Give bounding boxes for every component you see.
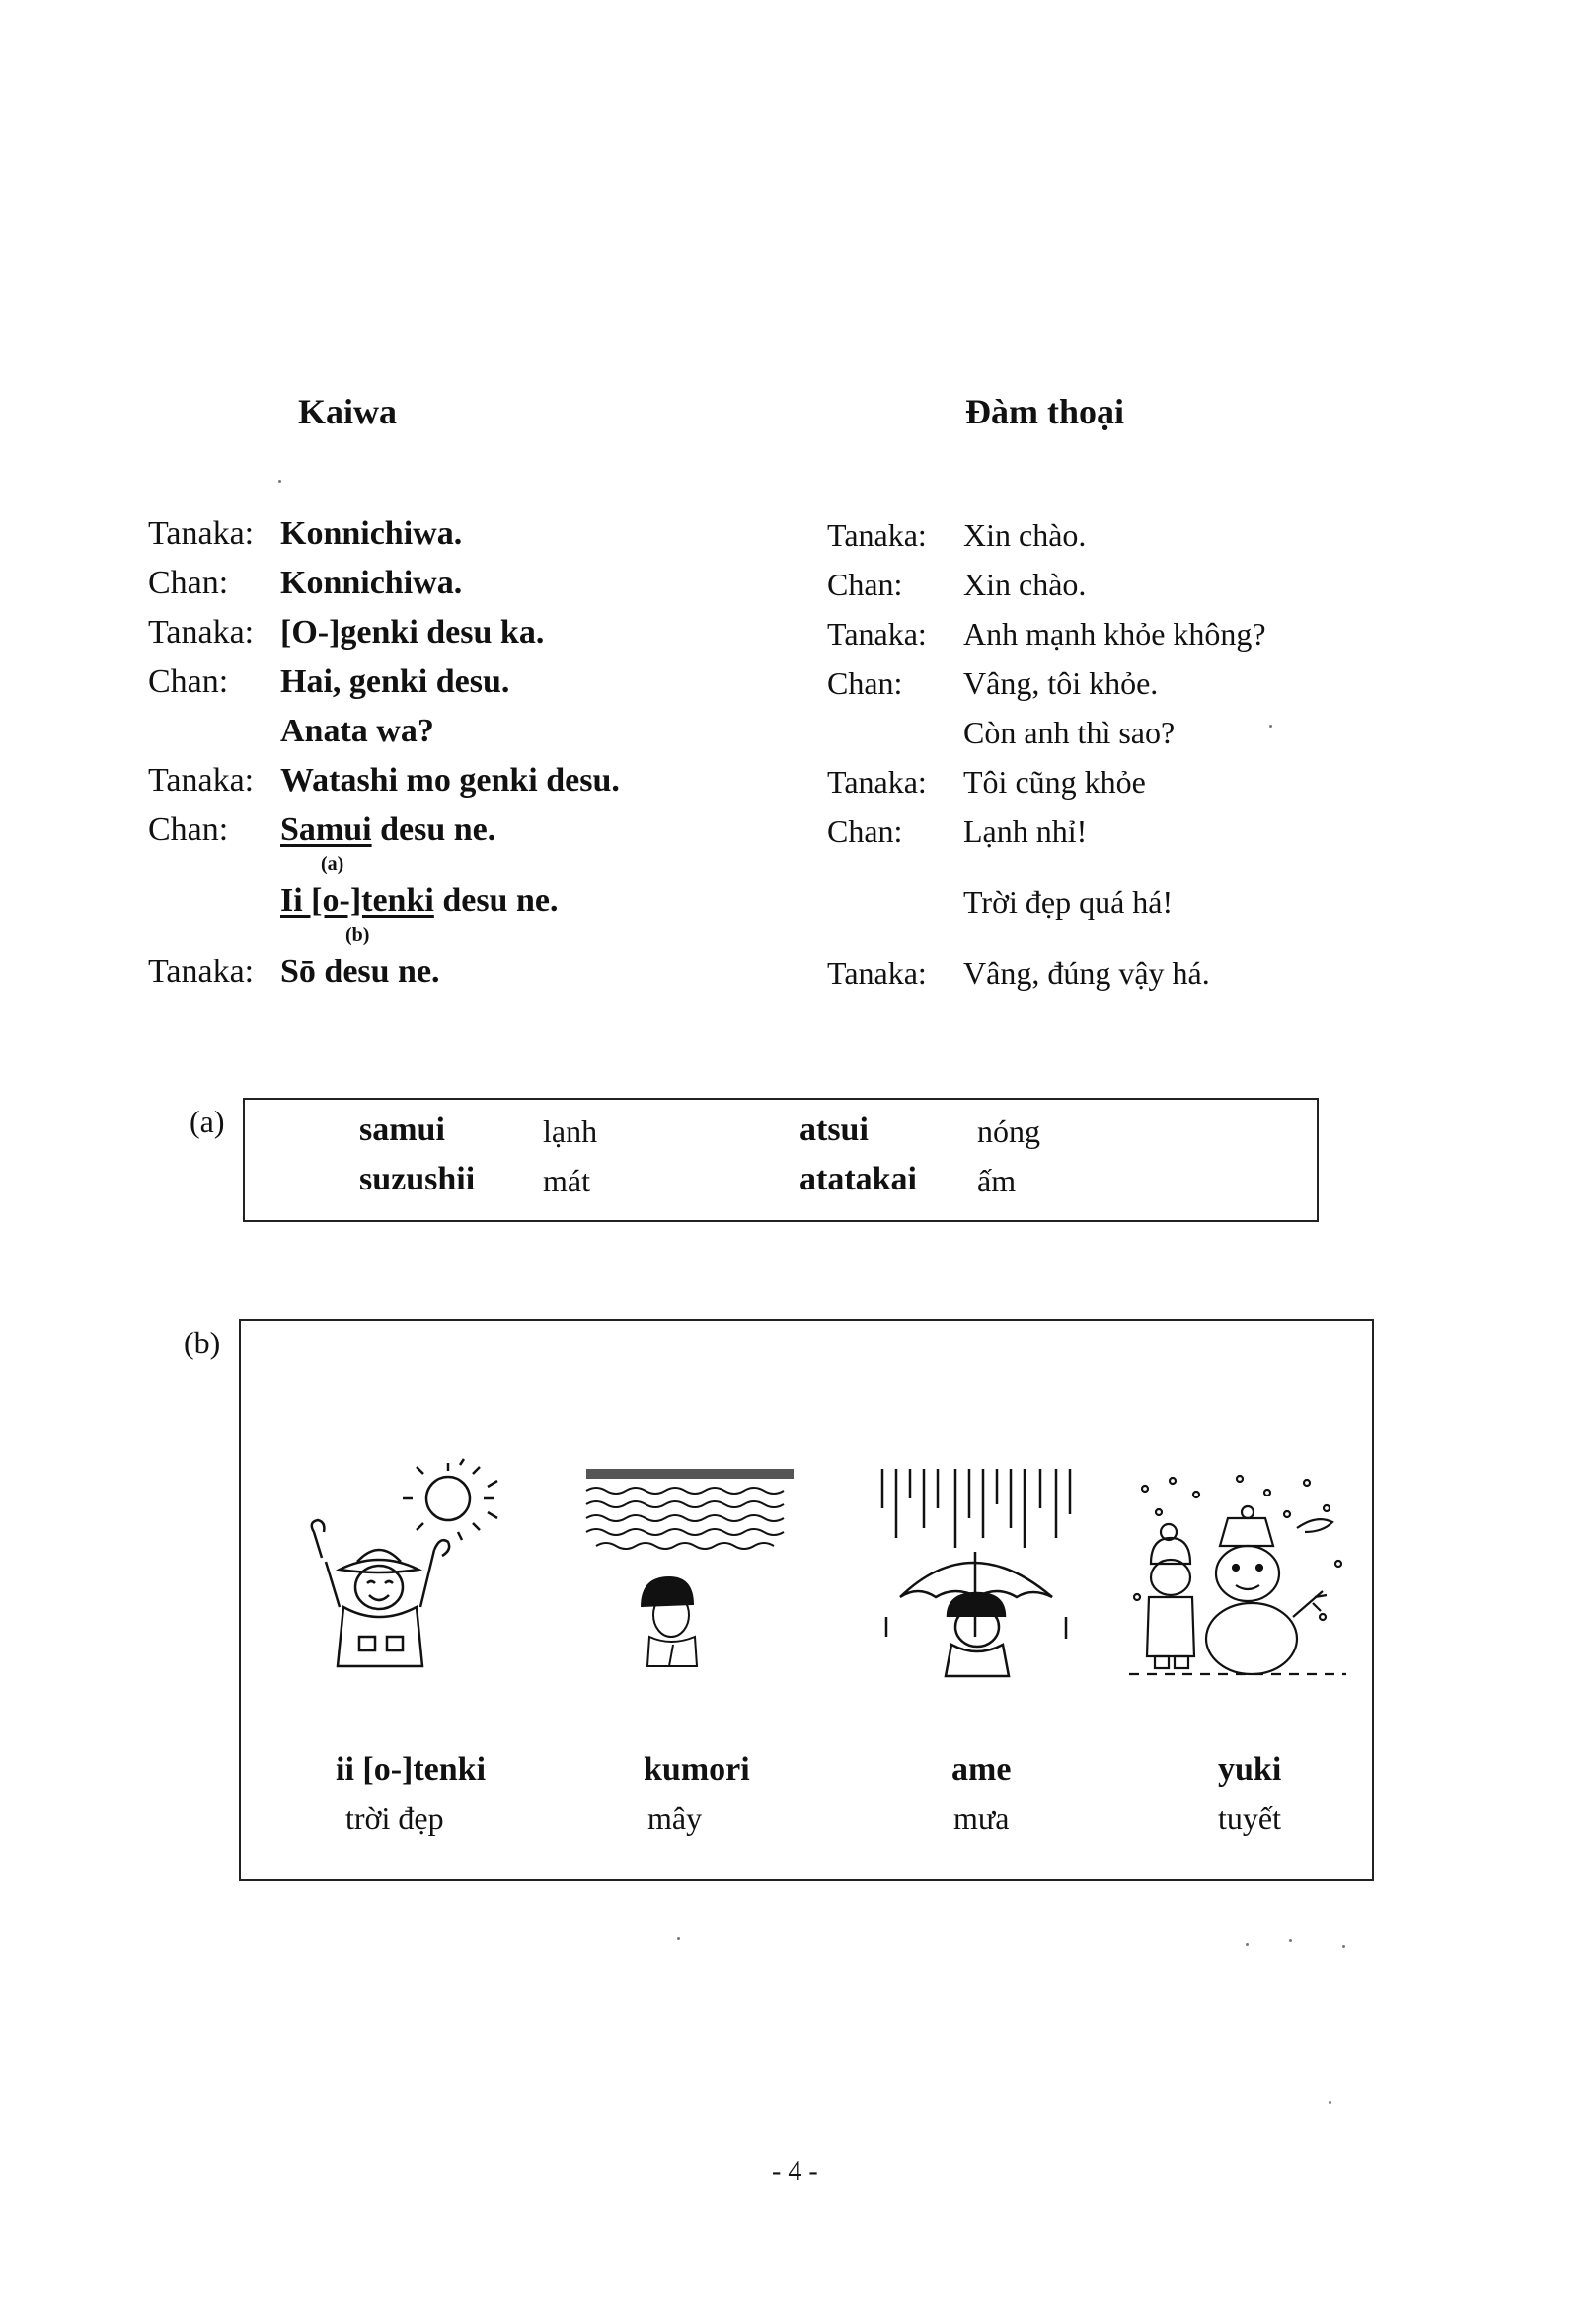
speaker-label: Chan:: [827, 813, 903, 849]
scan-speck: [1342, 1945, 1345, 1948]
weather-term: yuki: [1218, 1751, 1282, 1788]
substitution-a: Samui: [280, 811, 372, 848]
vocab-meaning: lạnh: [543, 1113, 598, 1149]
dialogue-translation: Vâng, tôi khỏe.: [963, 665, 1159, 701]
box-b-label: (b): [184, 1325, 221, 1360]
dialogue-line: Anata wa?: [280, 713, 434, 749]
dialogue-translation: Lạnh nhỉ!: [963, 813, 1088, 849]
dialogue-line-substitution: Samui desu ne.: [280, 811, 496, 848]
note-marker-a: (a): [321, 853, 344, 875]
dialogue-line: [O-]genki desu ka.: [280, 614, 545, 651]
weather-term: ii [o-]tenki: [336, 1751, 487, 1788]
speaker-label: Chan:: [148, 811, 229, 848]
note-marker-b: (b): [345, 924, 370, 946]
vocab-box-a: [243, 1098, 1319, 1222]
dialogue-translation: Vâng, đúng vậy há.: [963, 956, 1210, 991]
vocab-meaning: ấm: [977, 1163, 1017, 1198]
dialogue-translation: Còn anh thì sao?: [963, 715, 1176, 750]
dialogue-line: Watashi mo genki desu.: [280, 762, 620, 799]
speaker-label: Chan:: [827, 567, 903, 602]
speaker-label: Chan:: [148, 663, 229, 700]
page-number: - 4 -: [772, 2156, 818, 2186]
speaker-label: Chan:: [827, 665, 903, 701]
scan-speck: [278, 480, 281, 483]
dialogue-translation: Anh mạnh khỏe không?: [963, 616, 1266, 652]
dialogue-translation: Tôi cũng khỏe: [963, 764, 1146, 800]
speaker-label: Tanaka:: [827, 517, 927, 553]
dialogue-line-substitution: Ii [o-]tenki desu ne.: [280, 882, 559, 919]
scan-speck: [1246, 1943, 1249, 1946]
weather-meaning: tuyết: [1218, 1801, 1281, 1836]
weather-meaning: mưa: [953, 1801, 1010, 1836]
box-a-label: (a): [190, 1104, 225, 1139]
sunny-weather-illustration: [300, 1459, 517, 1676]
speaker-label: Tanaka:: [827, 956, 927, 991]
vocab-meaning: nóng: [977, 1113, 1040, 1149]
speaker-label: Tanaka:: [148, 515, 255, 552]
snow-weather-illustration: [1129, 1469, 1356, 1686]
dialogue-line: Hai, genki desu.: [280, 663, 510, 700]
speaker-label: Tanaka:: [827, 616, 927, 652]
dialogue-line: Konnichiwa.: [280, 515, 463, 552]
dialogue-line: Sō desu ne.: [280, 954, 440, 990]
header-dam-thoai: Đàm thoại: [965, 392, 1124, 431]
dialogue-translation: Trời đẹp quá há!: [963, 884, 1174, 920]
speaker-label: Tanaka:: [148, 954, 255, 990]
scan-speck: [1329, 2101, 1331, 2104]
dialogue-translation: Xin chào.: [963, 517, 1087, 553]
weather-meaning: trời đẹp: [345, 1801, 444, 1836]
dialogue-line: Konnichiwa.: [280, 565, 463, 601]
speaker-label: Tanaka:: [148, 762, 255, 799]
dialogue-translation: Xin chào.: [963, 567, 1087, 602]
vocab-term: suzushii: [359, 1161, 476, 1197]
vocab-term: atatakai: [799, 1161, 917, 1197]
weather-term: kumori: [644, 1751, 750, 1788]
speaker-label: Chan:: [148, 565, 229, 601]
weather-term: ame: [951, 1751, 1012, 1788]
speaker-label: Tanaka:: [148, 614, 255, 651]
vocab-meaning: mát: [543, 1163, 590, 1198]
scan-speck: [1289, 1939, 1292, 1942]
rain-weather-illustration: [873, 1469, 1090, 1696]
cloudy-weather-illustration: [586, 1469, 813, 1686]
weather-meaning: mây: [647, 1801, 703, 1836]
vocab-term: samui: [359, 1112, 445, 1148]
vocab-term: atsui: [799, 1112, 869, 1148]
vocab-box-b: [239, 1319, 1374, 1881]
header-kaiwa: Kaiwa: [298, 392, 398, 431]
speaker-label: Tanaka:: [827, 764, 927, 800]
scan-speck: [1269, 725, 1272, 728]
scan-speck: [677, 1937, 680, 1940]
substitution-b: Ii [o-]tenki: [280, 882, 434, 919]
